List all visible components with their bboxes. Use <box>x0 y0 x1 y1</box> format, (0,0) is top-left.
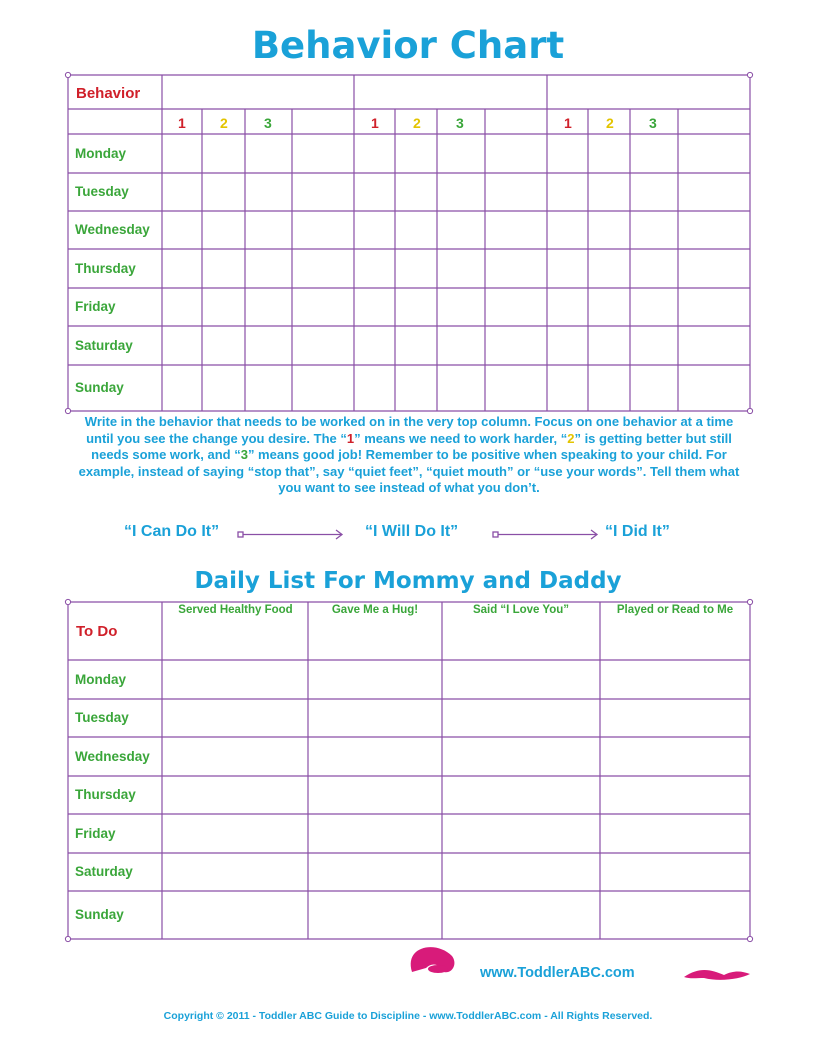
day-label: Thursday <box>75 261 136 276</box>
column-header: Gave Me a Hug! <box>331 604 419 616</box>
day-label: Friday <box>75 299 116 314</box>
website-link[interactable]: www.ToddlerABC.com <box>480 965 635 981</box>
day-label: Thursday <box>75 787 136 802</box>
day-label: Monday <box>75 146 127 161</box>
day-label: Wednesday <box>75 222 150 237</box>
day-label: Sunday <box>75 380 124 395</box>
corner-dot <box>747 72 752 77</box>
rating-3: 3 <box>649 115 657 131</box>
logo-icon <box>411 947 455 973</box>
daily-list-title: Daily List For Mommy and Daddy <box>194 568 622 594</box>
copyright: Copyright © 2011 - Toddler ABC Guide to Discipline - www.ToddlerABC.com - All Rights Reserved. <box>163 1010 653 1022</box>
behavior-label: Behavior <box>76 85 141 102</box>
corner-dot <box>65 72 70 77</box>
rating-2: 2 <box>413 115 421 131</box>
rating-1: 1 <box>371 115 379 131</box>
rating-3: 3 <box>456 115 464 131</box>
rating-1: 1 <box>178 115 186 131</box>
day-label: Tuesday <box>75 184 129 199</box>
column-header: Served Healthy Food <box>178 604 293 616</box>
progression-step-1: “I Can Do It” <box>124 523 220 540</box>
column-header: Played or Read to Me <box>616 604 734 616</box>
rating-3: 3 <box>264 115 272 131</box>
day-label: Sunday <box>75 907 124 922</box>
corner-dot <box>65 936 70 941</box>
rating-1: 1 <box>564 115 572 131</box>
swoosh-icon <box>684 970 750 980</box>
progression-step-2: “I Will Do It” <box>365 523 459 540</box>
progression-step-3: “I Did It” <box>605 523 670 540</box>
corner-dot <box>747 936 752 941</box>
day-label: Tuesday <box>75 710 129 725</box>
day-label: Wednesday <box>75 749 150 764</box>
corner-dot <box>747 408 752 413</box>
arrow-icon <box>493 530 597 539</box>
rating-2: 2 <box>606 115 614 131</box>
rating-2: 2 <box>220 115 228 131</box>
corner-dot <box>65 599 70 604</box>
day-label: Saturday <box>75 864 133 879</box>
corner-dot <box>65 408 70 413</box>
day-label: Monday <box>75 672 127 687</box>
day-label: Friday <box>75 826 116 841</box>
instructions: Write in the behavior that needs to be worked on in the very top column. Focus on one behavior at a time until you see the change you desire. The “1” means we need to work harder, “2” is getting better but still needs some work, and “3” means good job! Remember to be positive when speaking to your child. For example, instead of saying “stop that”, say “quiet feet”, “quiet mouth” or “use your words”. Tell them what you want to see instead of what you don’t. <box>78 414 740 496</box>
arrow-icon <box>238 530 342 539</box>
page-title: Behavior Chart <box>251 24 565 67</box>
day-label: Saturday <box>75 338 133 353</box>
column-header: Said “I Love You” <box>472 604 570 616</box>
todo-label: To Do <box>76 623 118 640</box>
